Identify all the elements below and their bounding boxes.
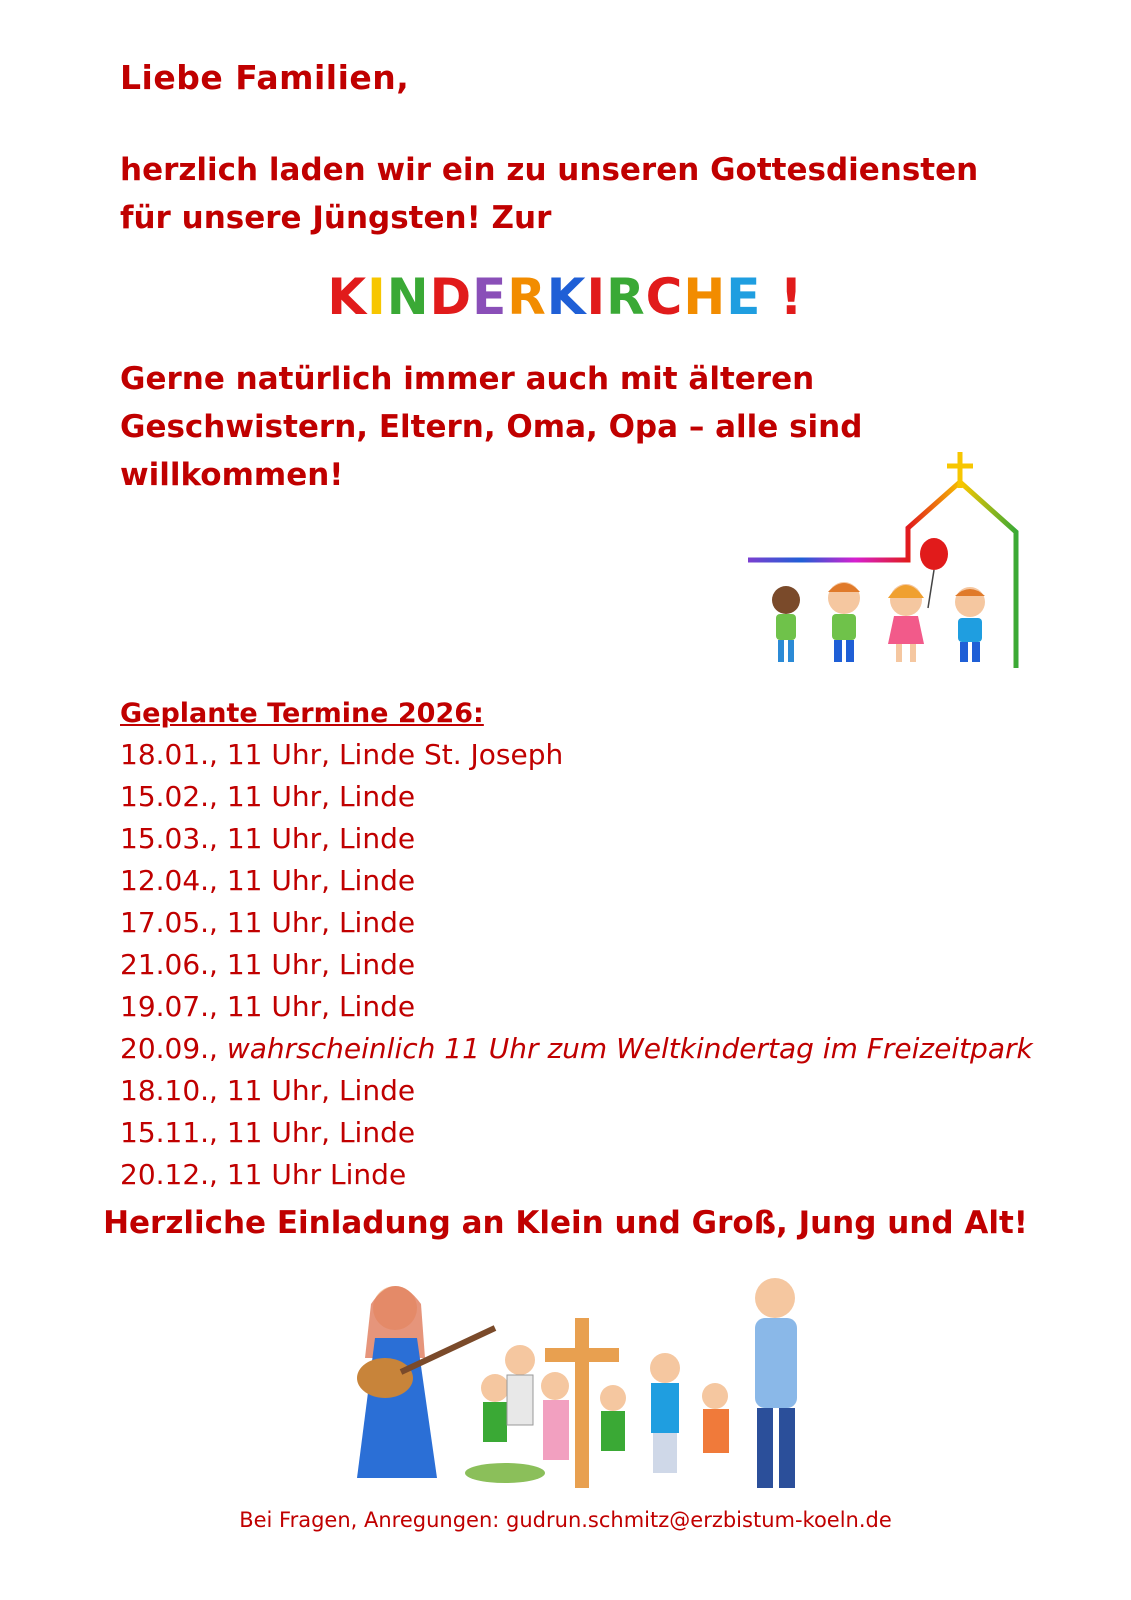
date-item [120,902,1120,944]
date-item [120,860,1120,902]
date-details: 11 Uhr, Linde [217,1116,416,1149]
title-letter: D [429,268,473,326]
date-details: 11 Uhr, Linde St. Joseph [217,738,564,771]
title-letter: I [586,268,607,326]
child-4 [955,587,985,662]
title-letter: N [386,268,430,326]
greeting-heading: Liebe Familien, [120,58,410,97]
date-value: 20.12., [120,1158,218,1191]
date-details: 11 Uhr, Linde [217,948,416,981]
contact-footer: Bei Fragen, Anregungen: gudrun.schmitz@erzbistum-koeln.de [239,1508,892,1532]
date-details: wahrscheinlich 11 Uhr zum Weltkindertag im Freizeitpark [217,1032,1033,1065]
date-value: 20.09., [120,1032,218,1065]
invitation-text: Herzliche Einladung an Klein und Groß, Jung und Alt! [103,1205,1028,1241]
date-item [120,1028,1120,1070]
date-details: 11 Uhr, Linde [217,1074,416,1107]
date-details: 11 Uhr, Linde [217,864,416,897]
date-value: 15.02., [120,780,218,813]
date-item [120,1070,1120,1112]
date-value: 15.03., [120,822,218,855]
date-details: 11 Uhr Linde [217,1158,407,1191]
date-value: 21.06., [120,948,218,981]
title-letter: I [367,268,387,326]
title-letter: C [645,268,684,326]
date-details: 11 Uhr, Linde [217,906,416,939]
title-letter: E [472,268,508,326]
title-letter: R [606,268,646,326]
congregation-illustration [345,1268,815,1498]
intro-text: herzlich laden wir ein zu unseren Gottesdiensten für unsere Jüngsten! Zur [120,152,979,236]
date-details: 11 Uhr, Linde [217,990,416,1023]
dates-list [120,734,1120,1196]
guitar-player [357,1286,495,1478]
children-group [465,1345,729,1483]
date-item [120,1154,1120,1196]
welcome-text: Gerne natürlich immer auch mit älteren Geschwistern, Eltern, Oma, Opa – alle sind willkommen! [120,361,863,493]
date-value: 12.04., [120,864,218,897]
date-details: 11 Uhr, Linde [217,822,416,855]
title-letter: K [546,268,587,326]
title-letter: K [327,268,368,326]
child-1 [772,586,800,662]
date-item [120,818,1120,860]
title-letter [761,268,779,326]
title-letter: H [683,268,727,326]
child-2 [828,582,860,662]
date-item [120,776,1120,818]
church-children-illustration [748,448,1038,688]
date-item [120,1112,1120,1154]
child-3 [888,584,924,662]
kinderkirche-title [0,268,1131,326]
title-letter: ! [779,268,804,326]
dates-heading: Geplante Termine 2026: [120,698,484,729]
date-item [120,986,1120,1028]
adult-man [755,1278,797,1488]
date-details: 11 Uhr, Linde [217,780,416,813]
date-value: 18.01., [120,738,218,771]
date-item [120,734,1120,776]
balloon-icon [920,538,948,570]
date-value: 17.05., [120,906,218,939]
date-value: 18.10., [120,1074,218,1107]
title-letter: E [726,268,762,326]
title-letter: R [507,268,547,326]
date-value: 19.07., [120,990,218,1023]
date-item [120,944,1120,986]
date-value: 15.11., [120,1116,218,1149]
